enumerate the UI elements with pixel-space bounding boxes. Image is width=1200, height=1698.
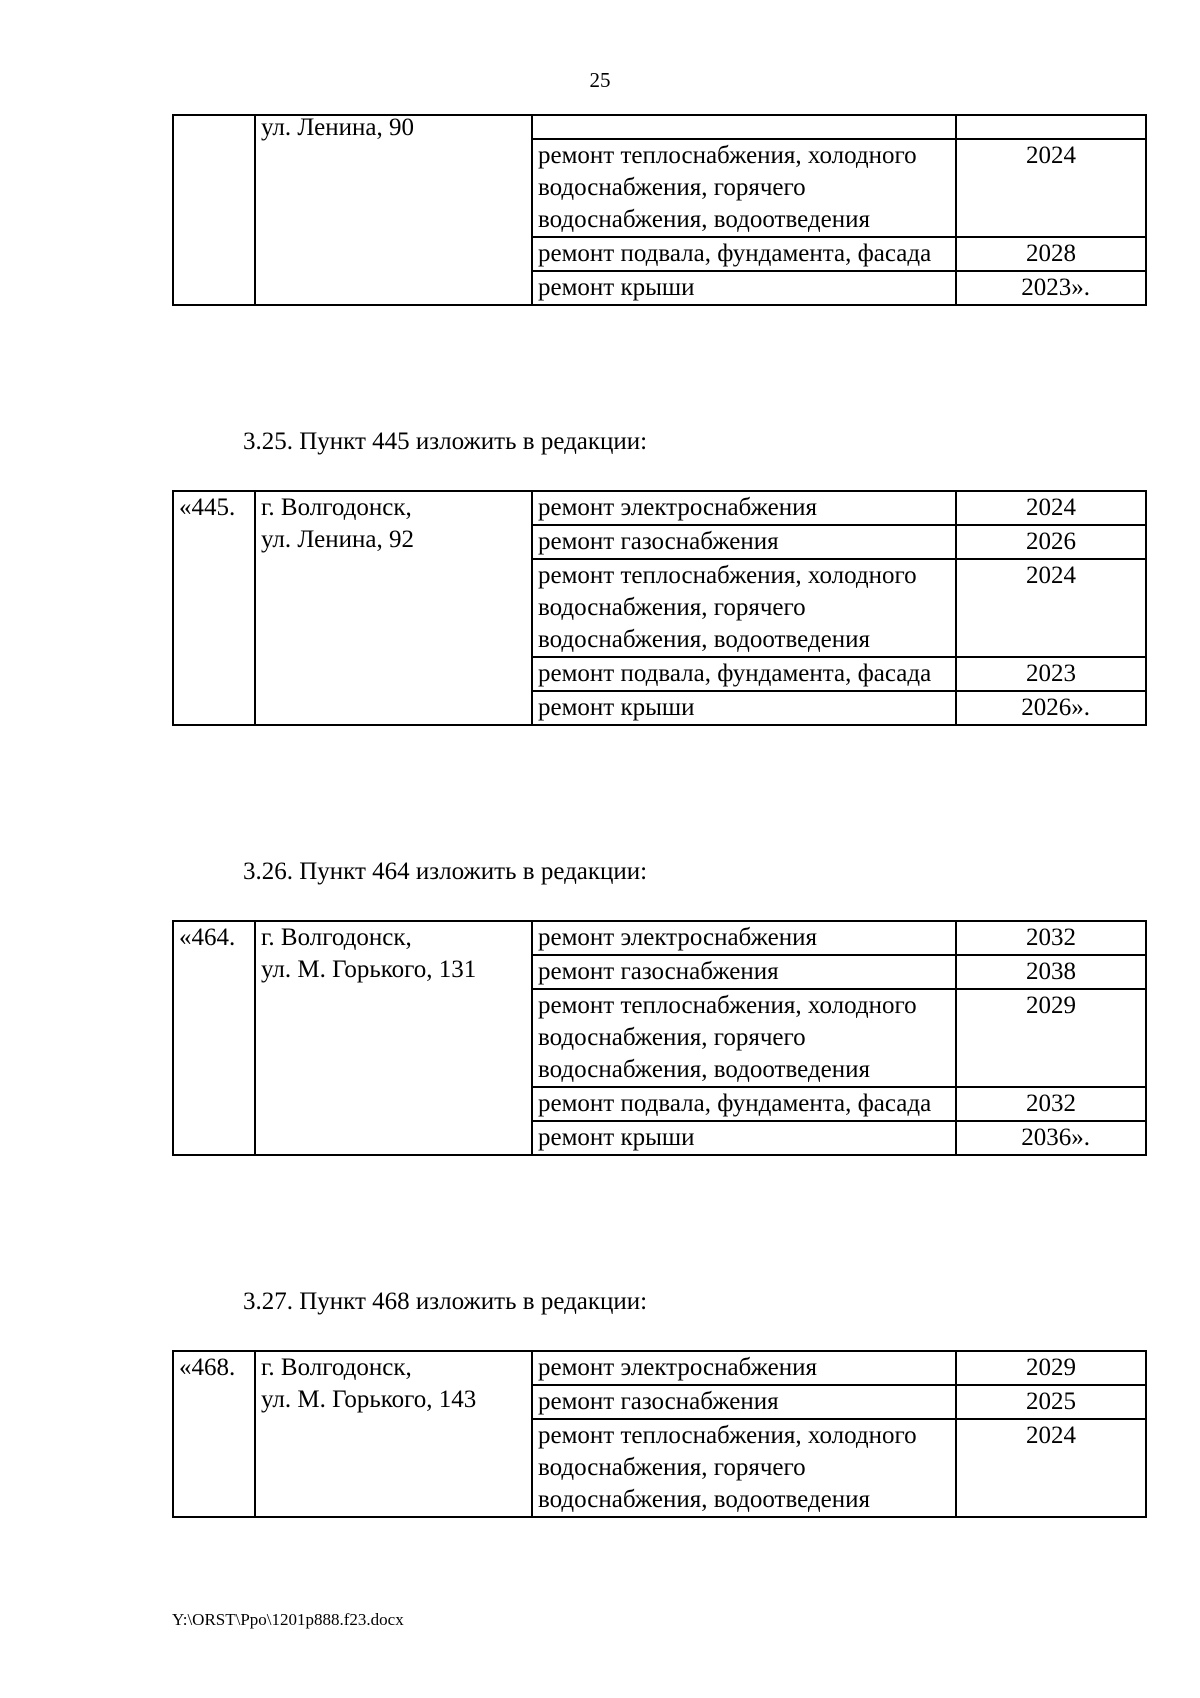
cell-year: 2032 [956, 1087, 1146, 1121]
page-number: 25 [589, 68, 611, 92]
cell-address [255, 921, 532, 1155]
table-468 [172, 1350, 1147, 1518]
cell-work: ремонт газоснабжения [532, 1385, 956, 1419]
table-445 [172, 490, 1147, 726]
cell-year: 2023 [956, 657, 1146, 691]
cell-year: 2026». [956, 691, 1146, 725]
section-heading: 3.25. Пункт 445 изложить в редакции: [243, 428, 648, 455]
cell-number [173, 115, 255, 305]
cell-work: ремонт теплоснабжения, холодного водоснабжения, горячего водоснабжения, водоотведения [532, 1419, 956, 1517]
cell-number: «464. [173, 921, 255, 1155]
address-line: ул. М. Горького, 143 [261, 1386, 477, 1413]
section-heading: 3.27. Пункт 468 изложить в редакции: [243, 1288, 648, 1315]
cell-year: 2029 [956, 1351, 1146, 1385]
table-continuation [172, 114, 1147, 306]
cell-work: ремонт подвала, фундамента, фасада [532, 1087, 956, 1121]
cell-work: ремонт крыши [532, 1121, 956, 1155]
cell-work: ремонт электроснабжения [532, 491, 956, 525]
cell-work: ремонт теплоснабжения, холодного водоснабжения, горячего водоснабжения, водоотведения [532, 139, 956, 237]
table-464 [172, 920, 1147, 1156]
cell-year: 2032 [956, 921, 1146, 955]
address-line: г. Волгодонск, [261, 1354, 412, 1381]
footer-file-path: Y:\ORST\Ppo\1201p888.f23.docx [172, 1610, 404, 1629]
cell-number: «468. [173, 1351, 255, 1517]
cell-year: 2023». [956, 271, 1146, 305]
cell-work: ремонт электроснабжения [532, 1351, 956, 1385]
cell-number: «445. [173, 491, 255, 725]
cell-address [255, 1351, 532, 1517]
section-heading: 3.26. Пункт 464 изложить в редакции: [243, 858, 648, 885]
cell-work: ремонт крыши [532, 691, 956, 725]
cell-address: ул. Ленина, 90 [255, 115, 532, 305]
cell-year: 2038 [956, 955, 1146, 989]
cell-year [956, 115, 1146, 139]
cell-year: 2029 [956, 989, 1146, 1087]
cell-year: 2024 [956, 1419, 1146, 1517]
cell-work: ремонт газоснабжения [532, 955, 956, 989]
cell-year: 2026 [956, 525, 1146, 559]
address-line: г. Волгодонск, [261, 494, 412, 521]
cell-work: ремонт подвала, фундамента, фасада [532, 237, 956, 271]
cell-address [255, 491, 532, 725]
address-line: г. Волгодонск, [261, 924, 412, 951]
cell-work: ремонт теплоснабжения, холодного водоснабжения, горячего водоснабжения, водоотведения [532, 559, 956, 657]
cell-work [532, 115, 956, 139]
cell-year: 2025 [956, 1385, 1146, 1419]
cell-year: 2024 [956, 559, 1146, 657]
cell-work: ремонт крыши [532, 271, 956, 305]
cell-work: ремонт газоснабжения [532, 525, 956, 559]
cell-year: 2028 [956, 237, 1146, 271]
cell-work: ремонт подвала, фундамента, фасада [532, 657, 956, 691]
cell-year: 2024 [956, 491, 1146, 525]
cell-work: ремонт теплоснабжения, холодного водоснабжения, горячего водоснабжения, водоотведения [532, 989, 956, 1087]
address-line: ул. М. Горького, 131 [261, 956, 477, 983]
cell-work: ремонт электроснабжения [532, 921, 956, 955]
cell-year: 2024 [956, 139, 1146, 237]
address-line: ул. Ленина, 92 [261, 526, 414, 553]
cell-year: 2036». [956, 1121, 1146, 1155]
